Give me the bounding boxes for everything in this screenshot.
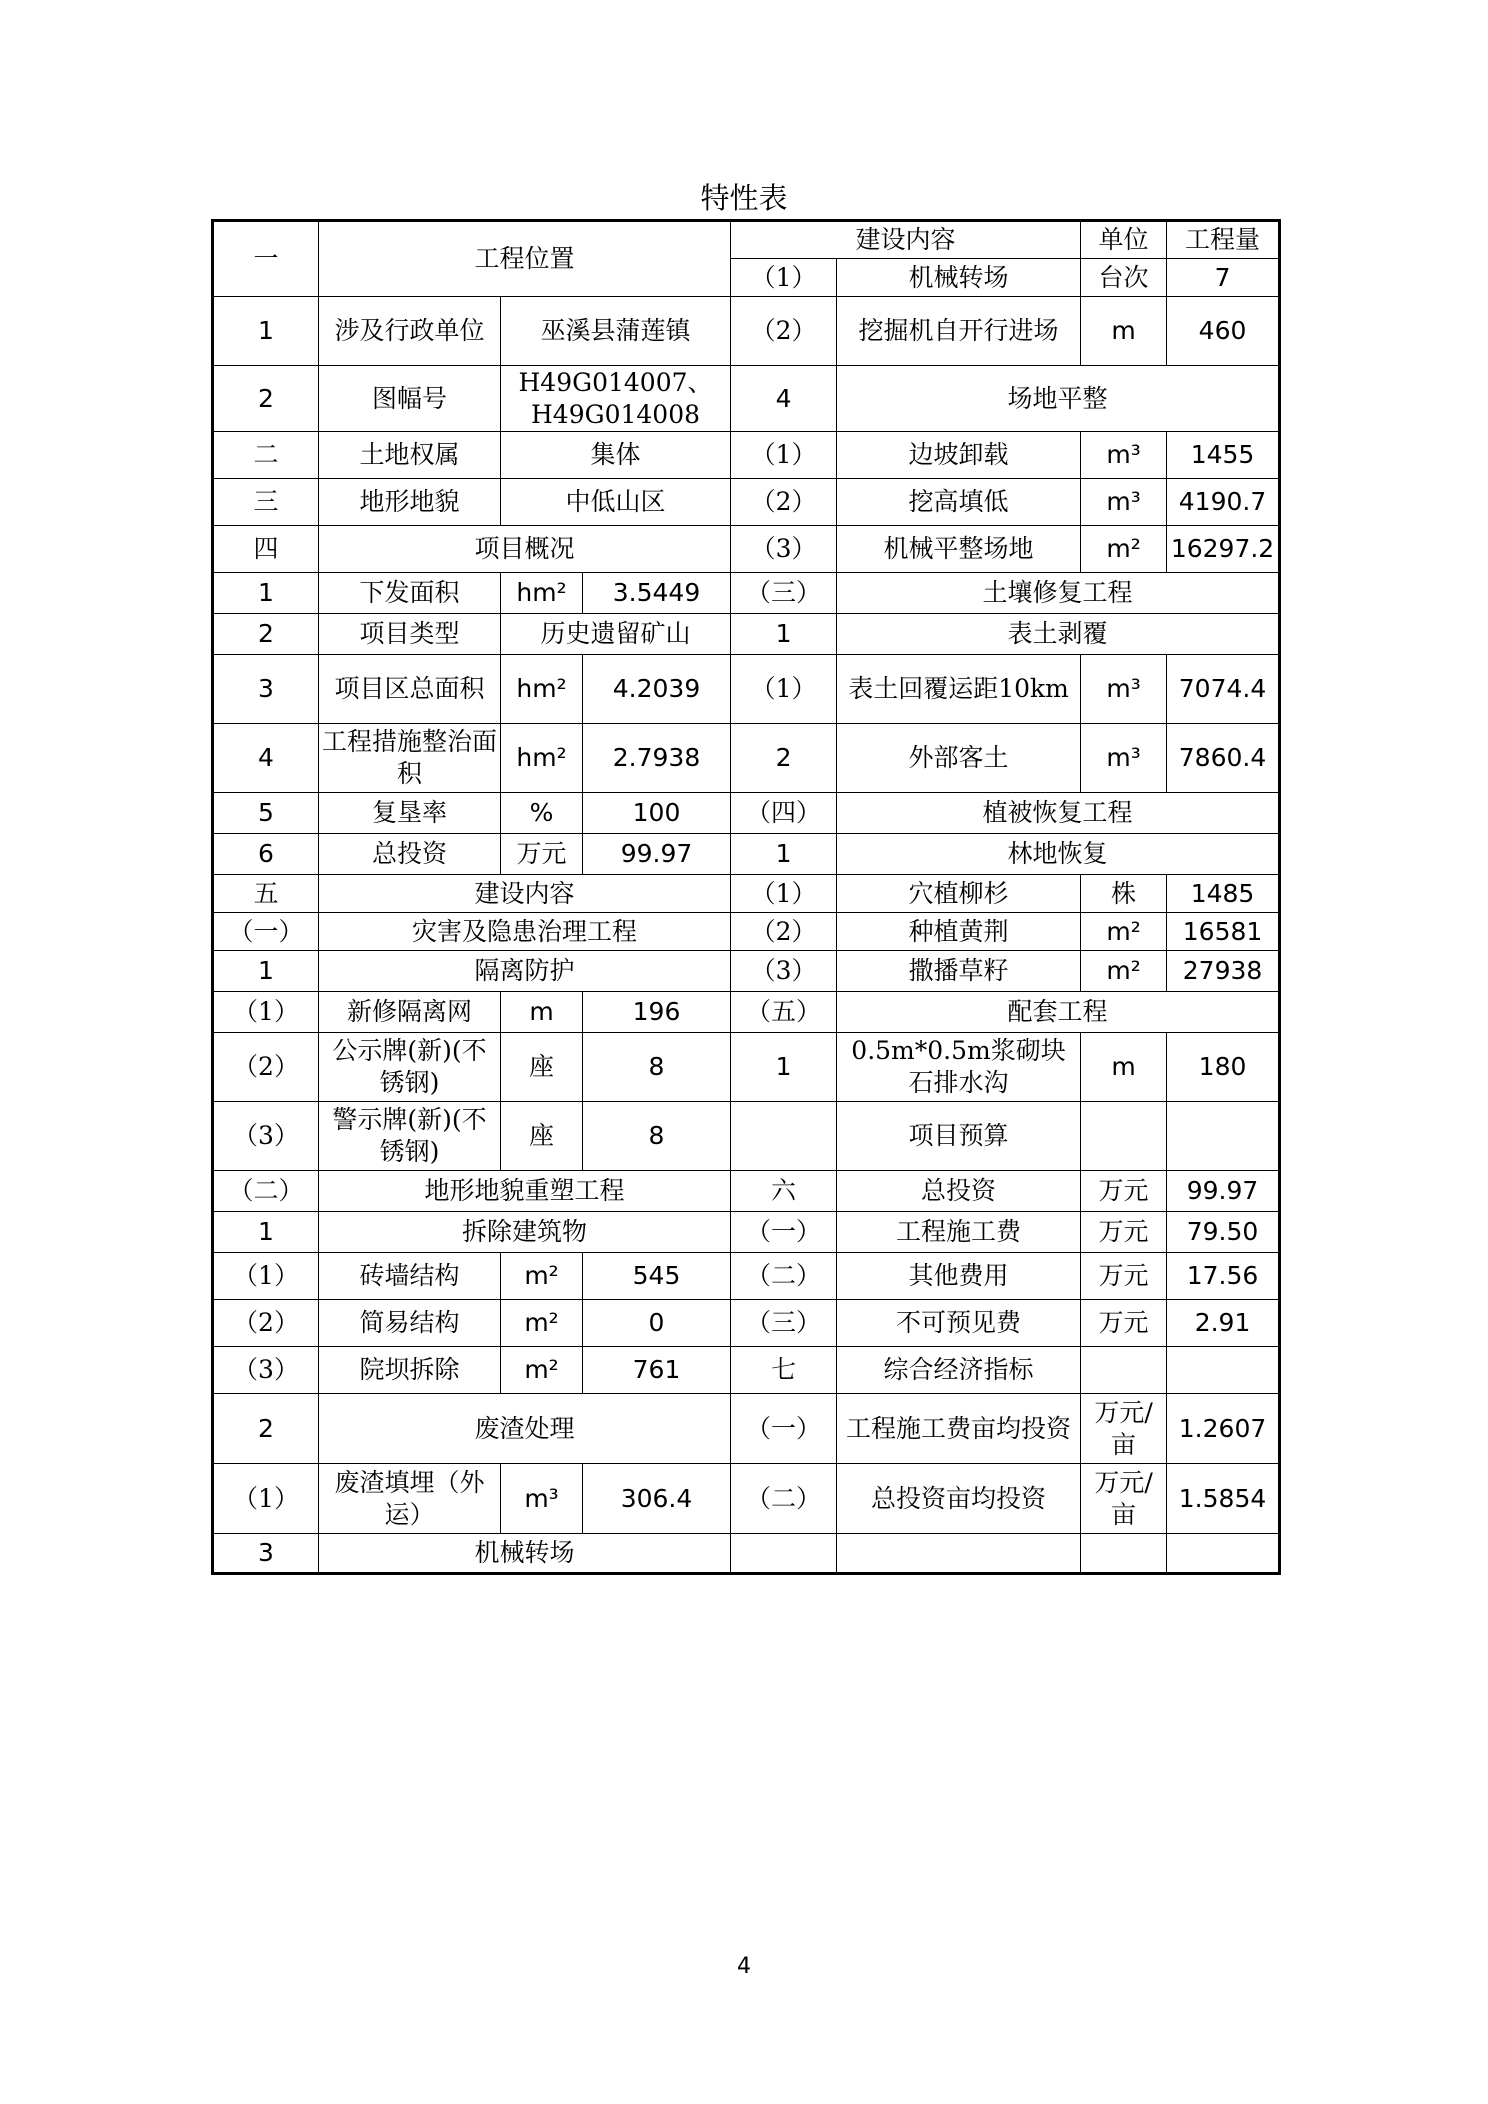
table-cell: m³: [1081, 655, 1167, 724]
table-cell: m: [1081, 297, 1167, 366]
table-cell: m³: [501, 1464, 583, 1534]
table-cell: 综合经济指标: [837, 1347, 1081, 1394]
table-cell: 万元/亩: [1081, 1394, 1167, 1464]
table-cell: 警示牌(新)(不锈钢): [319, 1102, 501, 1171]
table-cell: 1: [731, 834, 837, 875]
table-cell: 机械平整场地: [837, 526, 1081, 573]
table-cell: 砖墙结构: [319, 1253, 501, 1300]
table-cell: 下发面积: [319, 573, 501, 614]
table-cell: 1: [213, 573, 319, 614]
table-cell: （1）: [731, 259, 837, 297]
table-cell: 16581: [1167, 913, 1280, 951]
table-cell: （一）: [731, 1212, 837, 1253]
table-cell: 废渣填埋（外运）: [319, 1464, 501, 1534]
table-row: [213, 1102, 1280, 1171]
table-cell: 图幅号: [319, 366, 501, 432]
table-cell: 外部客土: [837, 724, 1081, 793]
table-cell: 27938: [1167, 951, 1280, 992]
table-cell: 1: [213, 297, 319, 366]
table-cell: 17.56: [1167, 1253, 1280, 1300]
table-cell: 项目预算: [837, 1102, 1081, 1171]
table-row: [213, 1394, 1280, 1464]
table-cell: 7: [1167, 259, 1280, 297]
table-cell: 项目概况: [319, 526, 731, 573]
table-row: [213, 1253, 1280, 1300]
table-cell: 工程量: [1167, 221, 1280, 259]
table-cell: （2）: [731, 913, 837, 951]
table-cell: 巫溪县蒲莲镇: [501, 297, 731, 366]
table-cell: 1455: [1167, 432, 1280, 479]
table-cell: m²: [501, 1347, 583, 1394]
table-cell: 撒播草籽: [837, 951, 1081, 992]
table-cell: 2: [213, 614, 319, 655]
table-row: [213, 221, 1280, 259]
table-cell: hm²: [501, 655, 583, 724]
table-cell: 历史遗留矿山: [501, 614, 731, 655]
table-cell: m: [1081, 1033, 1167, 1102]
table-row: [213, 614, 1280, 655]
table-cell: 3.5449: [583, 573, 731, 614]
table-cell: 总投资亩均投资: [837, 1464, 1081, 1534]
table-cell: 总投资: [319, 834, 501, 875]
table-cell: （3）: [731, 951, 837, 992]
table-cell: [1081, 1102, 1167, 1171]
table-cell: m²: [501, 1300, 583, 1347]
table-row: [213, 297, 1280, 366]
table-cell: 16297.2: [1167, 526, 1280, 573]
table-cell: （三）: [731, 1300, 837, 1347]
table-cell: 其他费用: [837, 1253, 1081, 1300]
table-row: [213, 479, 1280, 526]
table-cell: 196: [583, 992, 731, 1033]
table-cell: 3: [213, 1534, 319, 1574]
table-cell: 79.50: [1167, 1212, 1280, 1253]
table-row: [213, 1347, 1280, 1394]
table-cell: 4190.7: [1167, 479, 1280, 526]
table-cell: m²: [501, 1253, 583, 1300]
table-cell: 单位: [1081, 221, 1167, 259]
table-cell: 0.5m*0.5m浆砌块石排水沟: [837, 1033, 1081, 1102]
table-cell: 2.7938: [583, 724, 731, 793]
table-cell: （二）: [213, 1171, 319, 1212]
table-cell: 座: [501, 1033, 583, 1102]
table-cell: 机械转场: [837, 259, 1081, 297]
table-row: [213, 366, 1280, 432]
table-cell: [1081, 1347, 1167, 1394]
table-row: [213, 432, 1280, 479]
table-row: [213, 526, 1280, 573]
table-cell: m³: [1081, 724, 1167, 793]
table-row: [213, 1033, 1280, 1102]
table-row: [213, 1534, 1280, 1574]
table-row: [213, 1300, 1280, 1347]
table-title: 特性表: [700, 181, 788, 215]
table-cell: 4: [213, 724, 319, 793]
table-row: [213, 913, 1280, 951]
table-cell: 拆除建筑物: [319, 1212, 731, 1253]
table-row: [213, 834, 1280, 875]
table-row: [213, 793, 1280, 834]
table-cell: 1.2607: [1167, 1394, 1280, 1464]
table-cell: 复垦率: [319, 793, 501, 834]
table-cell: 挖掘机自开行进场: [837, 297, 1081, 366]
table-cell: 二: [213, 432, 319, 479]
table-cell: 1.5854: [1167, 1464, 1280, 1534]
table-cell: 万元: [1081, 1171, 1167, 1212]
table-cell: （3）: [213, 1102, 319, 1171]
table-cell: 99.97: [583, 834, 731, 875]
table-cell: 台次: [1081, 259, 1167, 297]
table-cell: 项目类型: [319, 614, 501, 655]
table-cell: 4.2039: [583, 655, 731, 724]
table-cell: （1）: [731, 655, 837, 724]
table-cell: 1: [213, 1212, 319, 1253]
table-cell: 穴植柳杉: [837, 875, 1081, 913]
table-cell: m³: [1081, 432, 1167, 479]
table-cell: （一）: [731, 1394, 837, 1464]
table-cell: %: [501, 793, 583, 834]
table-cell: 四: [213, 526, 319, 573]
table-cell: 总投资: [837, 1171, 1081, 1212]
table-cell: 灾害及隐患治理工程: [319, 913, 731, 951]
table-cell: 株: [1081, 875, 1167, 913]
table-cell: 配套工程: [837, 992, 1280, 1033]
table-cell: （2）: [731, 479, 837, 526]
table-cell: m: [501, 992, 583, 1033]
table-cell: m²: [1081, 526, 1167, 573]
table-cell: 万元: [1081, 1300, 1167, 1347]
table-cell: （1）: [213, 1464, 319, 1534]
table-cell: （二）: [731, 1464, 837, 1534]
table-cell: 180: [1167, 1033, 1280, 1102]
table-cell: [731, 1102, 837, 1171]
table-cell: 一: [213, 221, 319, 297]
table-cell: 建设内容: [319, 875, 731, 913]
table-row: [213, 1212, 1280, 1253]
table-cell: 460: [1167, 297, 1280, 366]
table-cell: 工程施工费亩均投资: [837, 1394, 1081, 1464]
table-cell: （2）: [213, 1300, 319, 1347]
table-row: [213, 573, 1280, 614]
table-cell: 公示牌(新)(不锈钢): [319, 1033, 501, 1102]
table-cell: （2）: [213, 1033, 319, 1102]
table-cell: 七: [731, 1347, 837, 1394]
table-cell: 工程位置: [319, 221, 731, 297]
table-cell: 3: [213, 655, 319, 724]
table-cell: 地形地貌: [319, 479, 501, 526]
table-cell: 挖高填低: [837, 479, 1081, 526]
table-cell: 林地恢复: [837, 834, 1280, 875]
table-cell: （四）: [731, 793, 837, 834]
table-cell: 2: [213, 1394, 319, 1464]
table-cell: 99.97: [1167, 1171, 1280, 1212]
table-cell: [731, 1534, 837, 1574]
table-cell: 万元: [1081, 1253, 1167, 1300]
table-cell: m²: [1081, 951, 1167, 992]
table-cell: 建设内容: [731, 221, 1081, 259]
table-cell: [1081, 1534, 1167, 1574]
table-cell: 边坡卸载: [837, 432, 1081, 479]
table-cell: （1）: [213, 1253, 319, 1300]
table-cell: 1: [731, 614, 837, 655]
table-cell: 涉及行政单位: [319, 297, 501, 366]
table-row: [213, 724, 1280, 793]
table-cell: H49G014007、H49G014008: [501, 366, 731, 432]
table-cell: （五）: [731, 992, 837, 1033]
table-row: [213, 875, 1280, 913]
table-cell: 座: [501, 1102, 583, 1171]
table-cell: 545: [583, 1253, 731, 1300]
table-cell: 6: [213, 834, 319, 875]
table-cell: 项目区总面积: [319, 655, 501, 724]
table-cell: [837, 1534, 1081, 1574]
table-cell: 万元: [1081, 1212, 1167, 1253]
table-cell: 土地权属: [319, 432, 501, 479]
table-cell: 306.4: [583, 1464, 731, 1534]
table-cell: hm²: [501, 573, 583, 614]
table-cell: （3）: [213, 1347, 319, 1394]
table-cell: [1167, 1102, 1280, 1171]
table-cell: 工程施工费: [837, 1212, 1081, 1253]
table-cell: 2: [731, 724, 837, 793]
table-cell: 万元/亩: [1081, 1464, 1167, 1534]
table-cell: 场地平整: [837, 366, 1280, 432]
table-cell: （1）: [213, 992, 319, 1033]
table-cell: （二）: [731, 1253, 837, 1300]
table-cell: 4: [731, 366, 837, 432]
table-cell: 工程措施整治面积: [319, 724, 501, 793]
table-cell: （2）: [731, 297, 837, 366]
table-cell: 院坝拆除: [319, 1347, 501, 1394]
table-row: [213, 1171, 1280, 1212]
table-row: [213, 655, 1280, 724]
page-number: 4: [737, 1954, 751, 1979]
table-cell: 万元: [501, 834, 583, 875]
table-cell: 集体: [501, 432, 731, 479]
table-cell: 废渣处理: [319, 1394, 731, 1464]
table-cell: 8: [583, 1102, 731, 1171]
table-cell: （三）: [731, 573, 837, 614]
table-cell: [1167, 1534, 1280, 1574]
table-cell: 新修隔离网: [319, 992, 501, 1033]
table-cell: 1: [731, 1033, 837, 1102]
table-cell: 机械转场: [319, 1534, 731, 1574]
table-row: [213, 951, 1280, 992]
table-cell: 7860.4: [1167, 724, 1280, 793]
table-row: [213, 1464, 1280, 1534]
table-cell: 不可预见费: [837, 1300, 1081, 1347]
table-cell: 1: [213, 951, 319, 992]
table-cell: （一）: [213, 913, 319, 951]
table-cell: 5: [213, 793, 319, 834]
table-cell: （3）: [731, 526, 837, 573]
table-cell: m³: [1081, 479, 1167, 526]
table-cell: （1）: [731, 432, 837, 479]
specification-table: [211, 219, 1281, 1575]
table-cell: 2.91: [1167, 1300, 1280, 1347]
table-cell: 100: [583, 793, 731, 834]
table-cell: 土壤修复工程: [837, 573, 1280, 614]
table-cell: 761: [583, 1347, 731, 1394]
table-cell: 0: [583, 1300, 731, 1347]
table-cell: 地形地貌重塑工程: [319, 1171, 731, 1212]
table-cell: 表土回覆运距10km: [837, 655, 1081, 724]
table-cell: （1）: [731, 875, 837, 913]
table-cell: m²: [1081, 913, 1167, 951]
table-cell: hm²: [501, 724, 583, 793]
table-cell: 植被恢复工程: [837, 793, 1280, 834]
table-cell: 种植黄荆: [837, 913, 1081, 951]
table-cell: 简易结构: [319, 1300, 501, 1347]
table-cell: 隔离防护: [319, 951, 731, 992]
table-cell: 六: [731, 1171, 837, 1212]
table-cell: 中低山区: [501, 479, 731, 526]
table-cell: 1485: [1167, 875, 1280, 913]
table-cell: 表土剥覆: [837, 614, 1280, 655]
table-cell: 7074.4: [1167, 655, 1280, 724]
table-row: [213, 992, 1280, 1033]
table-cell: 三: [213, 479, 319, 526]
table-cell: 2: [213, 366, 319, 432]
table-cell: 8: [583, 1033, 731, 1102]
table-cell: [1167, 1347, 1280, 1394]
table-cell: 五: [213, 875, 319, 913]
